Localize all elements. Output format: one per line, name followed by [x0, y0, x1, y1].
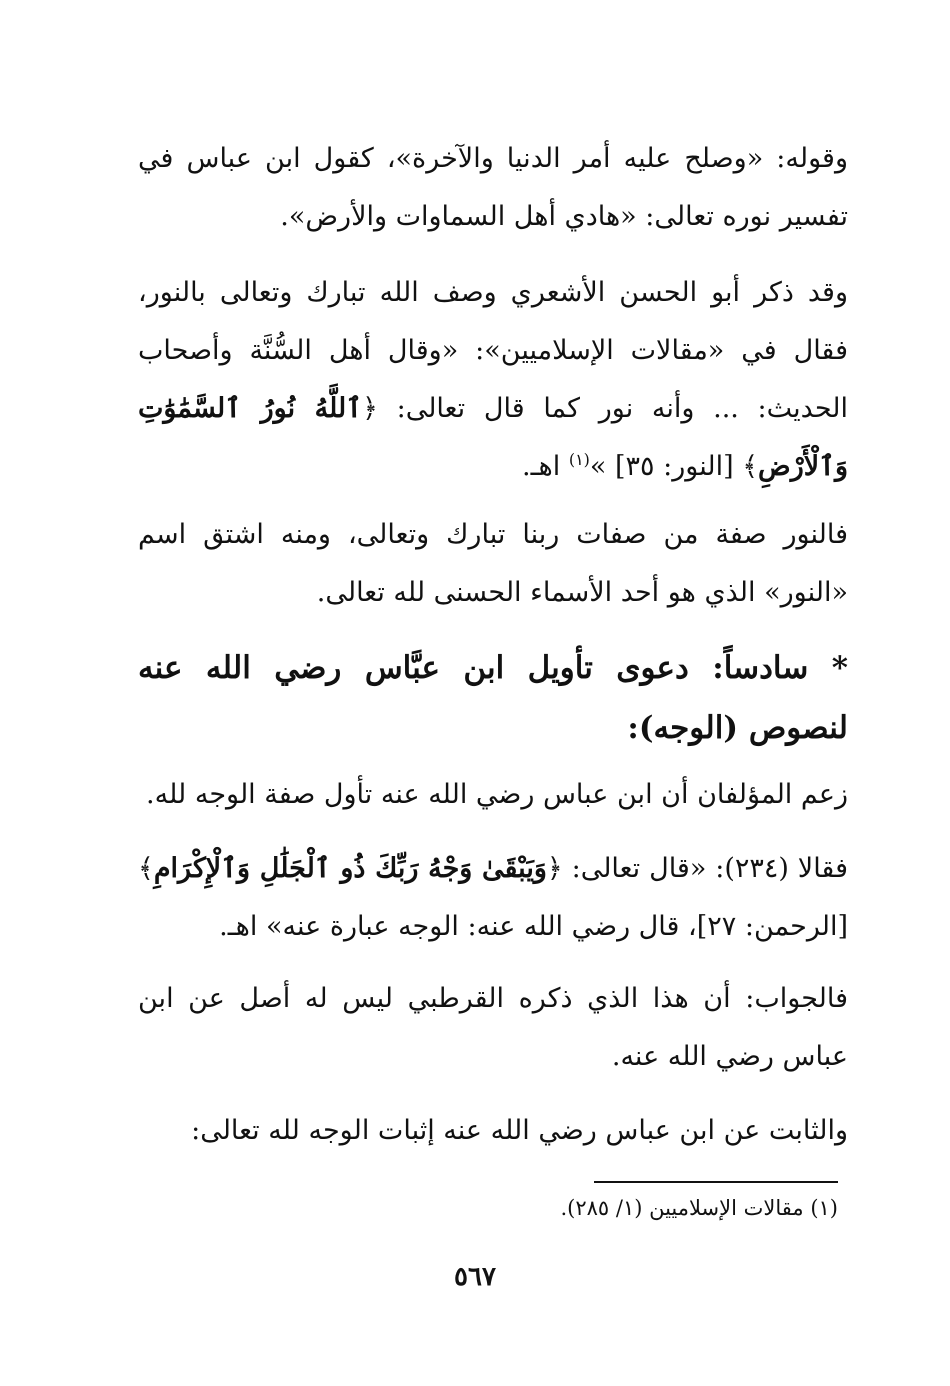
paragraph-quote [138, 840, 876, 956]
page-number: ٥٦٧ [454, 1262, 496, 1292]
paragraph-ibn-abbas-light [138, 130, 896, 246]
paragraph-ashari [138, 264, 896, 496]
paragraph-answer [138, 970, 876, 1086]
quran-verse: وَيَبْقَىٰ وَجْهُ رَبِّكَ ذُو ٱلْجَلَٰلِ وَٱلْإِكْرَامِ [153, 853, 547, 884]
paragraph-established [138, 1102, 896, 1160]
paragraph-text: ﴾ [الرحمن: ٢٧]، قال رضي الله عنه: الوجه عبارة عنه» اهـ. [138, 853, 848, 942]
footnote-separator [594, 1181, 838, 1183]
footnote-ref: (١) [568, 450, 590, 469]
paragraph-text: زعم المؤلفان أن ابن عباس رضي الله عنه تأول صفة الوجه لله. [146, 779, 848, 810]
paragraph-light-attribute [138, 506, 896, 622]
section-heading: * سادساً: دعوى تأويل ابن عبَّاس رضي الله عنه لنصوص (الوجه): [138, 650, 848, 746]
paragraph-text: ﴾ [النور: ٣٥] » [589, 451, 759, 482]
quran-verse: ٱللَّهُ نُورُ ٱلسَّمَٰوَٰتِ وَٱلْأَرْضِ [138, 393, 848, 482]
paragraph-text: فالنور صفة من صفات ربنا تبارك وتعالى، ومنه اشتق اسم «النور» الذي هو أحد الأسماء الحسنى لله تعالى. [138, 519, 848, 608]
paragraph-text: فالجواب: أن هذا الذي ذكره القرطبي ليس له أصل عن ابن عباس رضي الله عنه. [138, 983, 848, 1072]
footnote: (١) مقالات الإسلاميين (١/ ٢٨٥). [560, 1196, 838, 1220]
paragraph-text: فقالا (٢٣٤): «قال تعالى: ﴿ [546, 853, 849, 884]
paragraph-text: وقد ذكر أبو الحسن الأشعري وصف الله تبارك وتعالى بالنور، فقال في «مقالات الإسلاميين»: «وقال أهل السُّنَّة وأصحاب الحديث: ... وأنه نور كما قال تعالى: ﴿ [138, 277, 848, 424]
paragraph-text: وقوله: «وصلح عليه أمر الدنيا والآخرة»، كقول ابن عباس في تفسير نوره تعالى: «هادي أهل السماوات والأرض». [138, 143, 848, 232]
paragraph-text: اهـ. [521, 451, 569, 482]
paragraph-authors-claim [138, 766, 896, 824]
paragraph-text: والثابت عن ابن عباس رضي الله عنه إثبات الوجه لله تعالى: [191, 1115, 848, 1146]
